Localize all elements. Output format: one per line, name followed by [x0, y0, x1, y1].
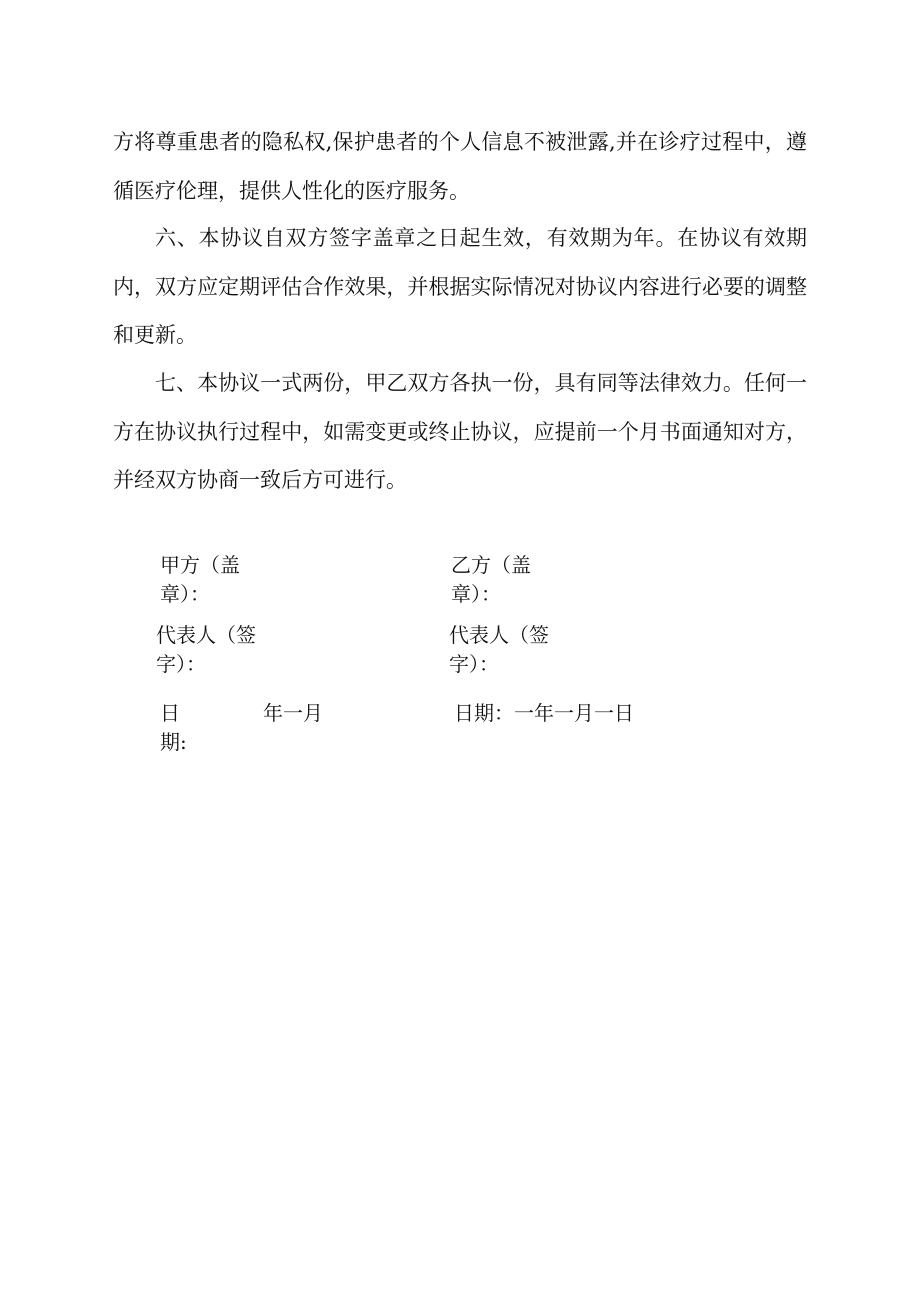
party-b-seal [451, 551, 531, 609]
party-a-date-char1: 日 [160, 701, 180, 725]
party-a-date-label [160, 699, 187, 757]
party-a-seal [160, 551, 240, 609]
paragraph-privacy: 方将尊重患者的隐私权,保护患者的个人信息不被泄露,并在诊疗过程中，遵循医疗伦理，提供人性化的医疗服务。 [113, 130, 807, 203]
party-a-date-char2: 期: [160, 730, 187, 754]
party-a-rep-label: 代表人（签 [156, 623, 256, 647]
party-a-date-value: 年一月 [263, 701, 323, 725]
party-b-representative [449, 621, 549, 679]
party-a-seal-label: 甲方（盖 [160, 553, 240, 577]
party-a-rep-label-cont: 字）： [156, 652, 206, 676]
party-a-seal-label-cont: 章）： [160, 582, 210, 606]
party-b-rep-label-cont: 字）： [449, 652, 499, 676]
party-b-seal-label: 乙方（盖 [451, 553, 531, 577]
paragraph-clause-seven: 七、本协议一式两份，甲乙双方各执一份，具有同等法律效力。任何一方在协议执行过程中，如需变更或终止协议，应提前一个月书面通知对方，并经双方协商一致后方可进行。 [113, 371, 807, 492]
party-b-seal-label-cont: 章）： [451, 582, 501, 606]
party-b-date: 日期：一年一月一日 [454, 701, 634, 725]
party-b-rep-label: 代表人（签 [449, 623, 549, 647]
party-a-representative [156, 621, 256, 679]
paragraph-clause-six: 六、本协议自双方签字盖章之日起生效，有效期为年。在协议有效期内，双方应定期评估合作效果，并根据实际情况对协议内容进行必要的调整和更新。 [113, 226, 807, 347]
